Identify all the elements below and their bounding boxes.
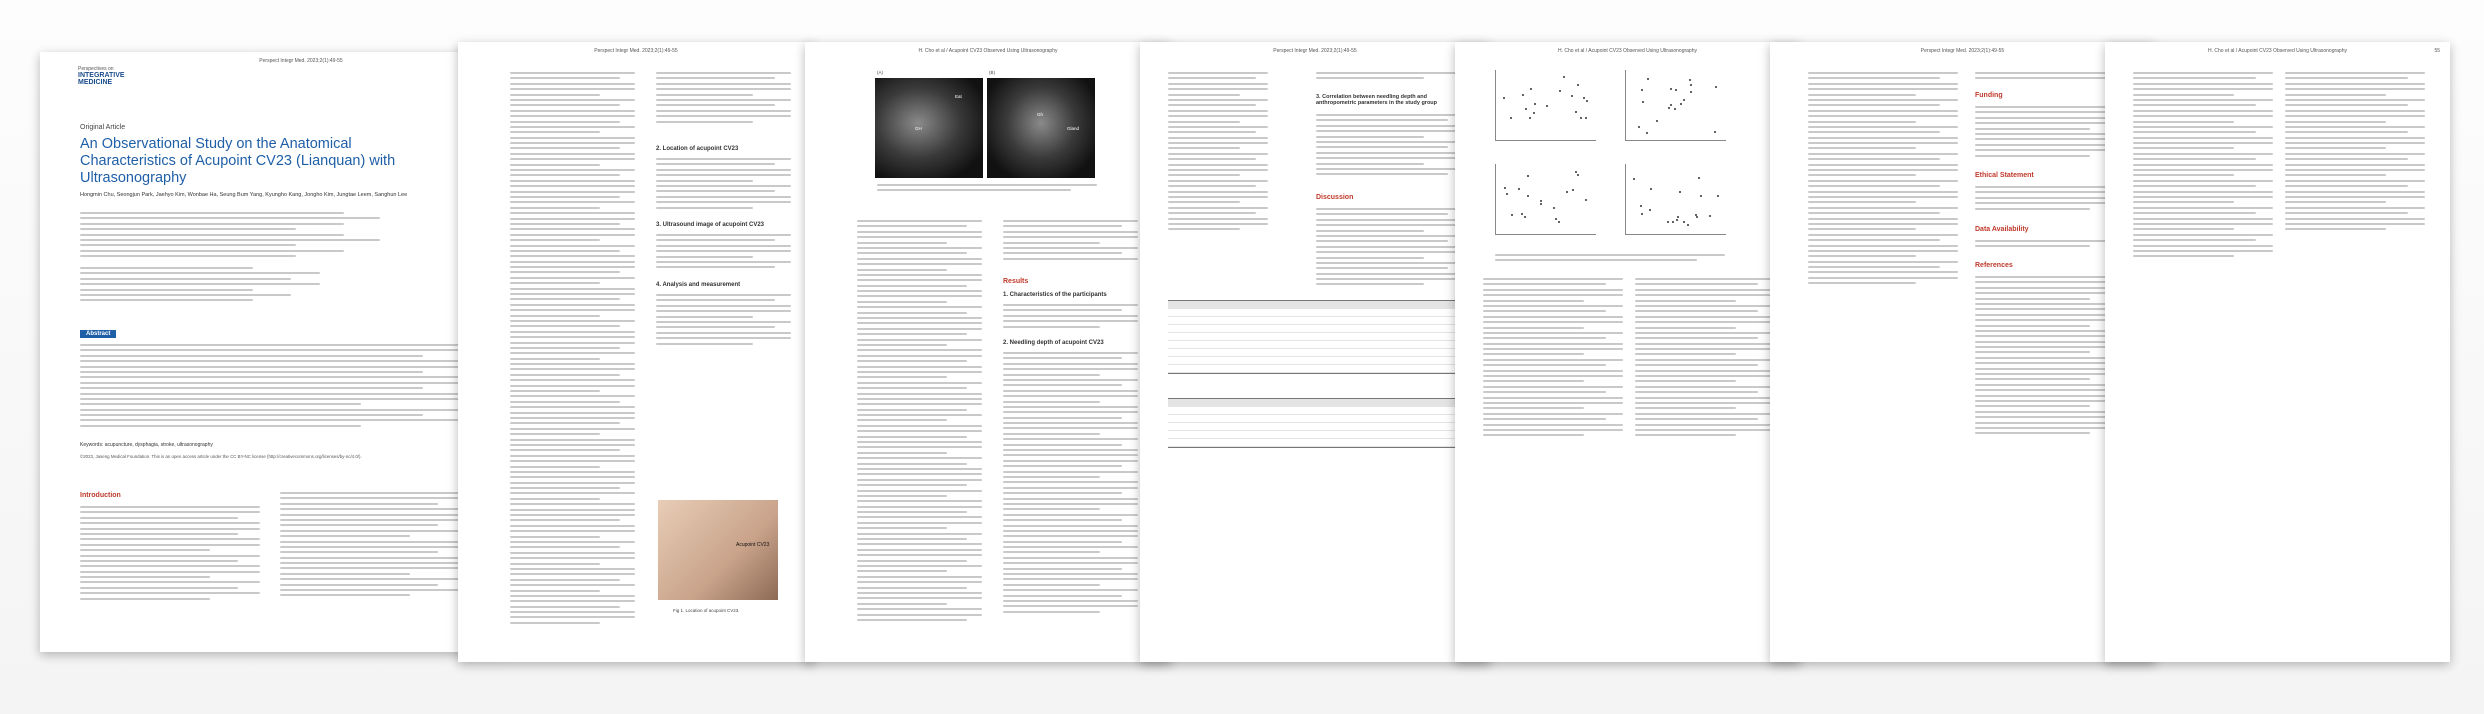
figure-3-caption [1495,254,1725,265]
scatter-point [1676,219,1678,221]
running-header: H. Cho et al / Acupoint CV23 Observed Using Ultrasonography [1558,48,1697,54]
results-heading: Results [1003,278,1029,285]
results-3-body [1316,114,1466,179]
scatter-point [1647,78,1649,80]
scatter-point [1583,97,1585,99]
scatter-point [1668,107,1670,109]
page4-col-2-top [1316,72,1466,83]
results-1-heading: 1. Characteristics of the participants [1003,292,1107,298]
scatter-point [1709,215,1711,217]
introduction-heading: Introduction [80,492,121,499]
scatter-point [1698,177,1700,179]
scatter-point [1503,97,1505,99]
journal-logo [78,66,138,86]
scatter-point [1687,224,1689,226]
figure-2-tag-gh-b: Gh [1037,112,1044,117]
references-heading: References [1975,262,2013,269]
scatter-point [1506,193,1508,195]
figure-2-caption [877,184,1097,195]
figure-2a-ultrasound [875,78,983,178]
references-col-1 [2133,72,2273,261]
scatter-plot-3 [1495,164,1596,235]
ethical-heading: Ethical Statement [1975,172,2034,179]
scatter-point [1577,174,1579,176]
scatter-point [1667,221,1669,223]
affiliations [80,212,380,261]
logo-small: Perspectives on [78,66,114,72]
running-header: H. Cho et al / Acupoint CV23 Observed Using Ultrasonography [918,48,1058,54]
discussion-body [1316,208,1466,289]
scatter-point [1522,94,1524,96]
scatter-point [1585,117,1587,119]
discussion-heading: Discussion [1316,194,1354,201]
scatter-point [1558,221,1560,223]
page-number: 55 [2434,48,2440,54]
scatter-point [1642,101,1644,103]
scatter-point [1566,191,1568,193]
page-4 [1140,42,1490,662]
figure-2-tag-gh: GH [915,126,922,131]
scatter-point [1633,178,1635,180]
figure-2a-label: (A) [877,70,883,75]
page-2 [458,42,814,662]
page3-col-1 [857,220,982,624]
page6-col-1 [1808,72,1958,288]
scatter-plot-4 [1625,164,1726,235]
scatter-point [1696,216,1698,218]
table-2 [1168,398,1468,448]
results-3-heading: 3. Correlation between needling depth and anthropometric parameters in the study group [1316,94,1438,106]
page5-col-2 [1635,278,1775,440]
figure-1-caption: Fig 1. Location of acupoint CV23. [673,608,740,613]
methods-4-body [656,294,791,348]
scatter-point [1690,91,1692,93]
license: ©2023, Jaseng Medical Foundation. This is an open access article under the CC BY-NC license (http://creativecommons.org/licenses/by-nc/4.0/). [80,454,362,459]
article-title: An Observational Study on the Anatomical Characteristics of Acupoint CV23 (Lianquan) with Ultrasonography [80,136,396,186]
scatter-point [1533,112,1535,114]
intro-col-2 [280,492,460,600]
running-header: Perspect Integr Med. 2023;2(1):49-55 [259,58,343,64]
scatter-point [1510,117,1512,119]
running-header: Perspect Integr Med. 2023;2(1):49-55 [1920,48,2005,54]
references-col-2 [2285,72,2425,234]
figure-1-label: Acupoint CV23 [736,542,770,548]
page-7 [2105,42,2450,662]
scatter-point [1679,191,1681,193]
scatter-point [1527,175,1529,177]
methods-col-1 [510,72,635,627]
table-list-box [1168,72,1268,234]
scatter-point [1529,117,1531,119]
methods-3-heading: 3. Ultrasound image of acupoint CV23 [656,222,765,228]
methods-2-heading: 2. Location of acupoint CV23 [656,146,739,152]
keywords: Keywords: acupuncture, dysphagia, stroke, ultrasonography [80,442,213,448]
scatter-point [1546,105,1548,107]
page-5 [1455,42,1800,662]
scatter-point [1672,221,1674,223]
scatter-point [1527,195,1529,197]
methods-2-body [656,158,791,212]
article-authors: Hongmin Chu, Seongjun Park, Jaehyo Kim, Wonbae Ha, Seung Bum Yang, Kyungho Kang, Jongho Kim, Jungtae Leem, Sanghun Lee [80,192,408,198]
figure-2-tag-fat: Eat [955,94,962,99]
scatter-point [1572,189,1574,191]
scatter-point [1700,195,1702,197]
scatter-point [1511,214,1513,216]
logo-big: INTEGRATIVE MEDICINE [78,72,125,86]
scatter-point [1563,76,1565,78]
scatter-point [1521,213,1523,215]
scatter-plot-1 [1495,70,1596,141]
scatter-point [1680,103,1682,105]
scatter-point [1524,216,1526,218]
scatter-point [1575,111,1577,113]
methods-4-heading: 4. Analysis and measurement [656,282,741,288]
scatter-point [1641,213,1643,215]
figure-2b-label: (B) [989,70,995,75]
scatter-point [1577,84,1579,86]
scatter-point [1525,108,1527,110]
running-header: H. Cho et al / Acupoint CV23 Observed Using Ultrasonography [2208,48,2347,54]
results-2-body [1003,352,1138,616]
scatter-point [1586,100,1588,102]
abstract-label: Abstract [80,330,116,338]
scatter-point [1689,79,1691,81]
scatter-point [1714,131,1716,133]
scatter-point [1677,216,1679,218]
funding-heading: Funding [1975,92,2003,99]
page-6 [1770,42,2155,662]
figure-1-photo [658,500,778,600]
scatter-point [1559,90,1561,92]
scatter-point [1534,103,1536,105]
scatter-point [1670,104,1672,106]
running-header: Perspect Integr Med. 2023;2(1):49-55 [594,48,678,54]
page3-col-2-top [1003,220,1138,263]
table-1 [1168,300,1468,374]
scatter-point [1674,108,1676,110]
scatter-point [1717,195,1719,197]
scatter-point [1683,99,1685,101]
page5-col-1 [1483,278,1623,440]
scatter-point [1640,205,1642,207]
methods-col-2-top [656,72,791,126]
results-2-heading: 2. Needling depth of acupoint CV23 [1003,340,1104,346]
scatter-point [1575,171,1577,173]
scatter-point [1555,218,1557,220]
scatter-point [1670,88,1672,90]
intro-col-1 [80,506,260,603]
scatter-point [1518,188,1520,190]
scatter-point [1646,132,1648,134]
scatter-point [1690,84,1692,86]
correspondence [80,267,320,305]
scatter-point [1585,199,1587,201]
scatter-point [1656,120,1658,122]
results-1-body [1003,304,1138,331]
scatter-point [1580,117,1582,119]
scatter-point [1715,86,1717,88]
scatter-point [1530,88,1532,90]
methods-3-body [656,234,791,272]
page-3 [805,42,1171,662]
scatter-point [1675,89,1677,91]
running-header: Perspect Integr Med. 2023;2(1):49-55 [1273,48,1357,54]
scatter-point [1638,126,1640,128]
scatter-point [1683,221,1685,223]
scatter-point [1504,187,1506,189]
page-1 [40,52,502,652]
scatter-point [1553,207,1555,209]
scatter-point [1650,188,1652,190]
scatter-point [1641,89,1643,91]
abstract-body [80,344,470,430]
article-type: Original Article [80,124,126,131]
scatter-point [1540,203,1542,205]
scatter-point [1571,95,1573,97]
scatter-point [1649,209,1651,211]
figure-2-tag-gland: Gland [1067,126,1080,131]
scatter-plot-2 [1625,70,1726,141]
availability-heading: Data Availability [1975,226,2029,233]
